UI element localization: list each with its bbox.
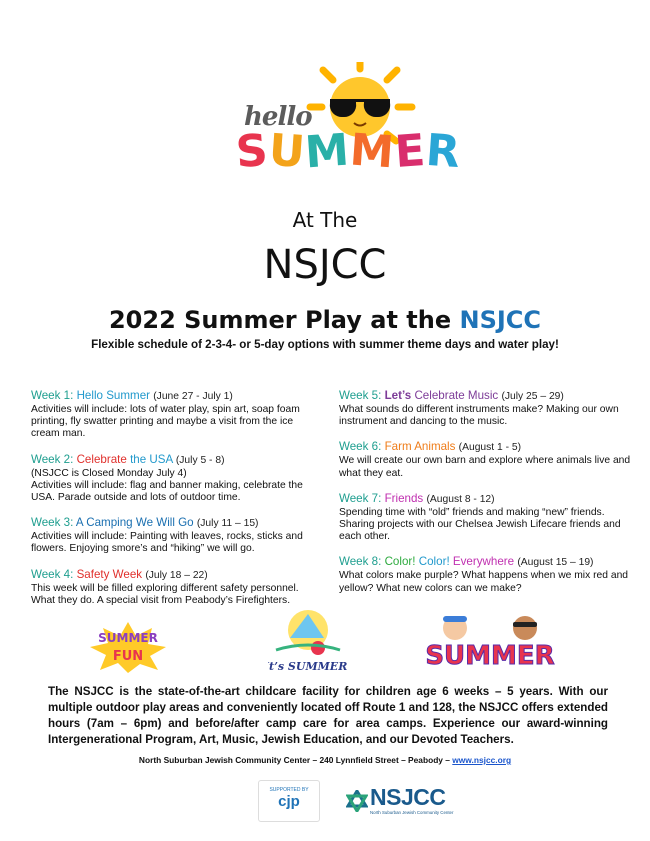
week-theme-2: Celebrate Music <box>414 389 499 402</box>
week-description: Spending time with “old” friends and making “new” friends. Sharing projects with our Chelsea Jewish Lifecare friends and each other. <box>339 506 621 543</box>
about-paragraph: The NSJCC is the state-of-the-art childcare facility for children age 6 weeks – 5 years. With our multiple outdoor play areas and conveniently located off Route 1 and 128, the NSJCC offers extended hours (7am – 6pm) and before/after camp care for area camps. Experience our award-winning Intergenerational Program, Art, Music, Jewish Education, and our Devoted Teachers. <box>48 685 608 746</box>
week-description: What colors make purple? What happens when we mix red and yellow? What new colors can we make? <box>339 570 629 594</box>
week-2 <box>31 453 323 505</box>
week-3 <box>31 516 323 555</box>
graphics-row <box>0 608 650 678</box>
supported-by-text: SUPPORTED BY <box>269 787 309 793</box>
week-title <box>339 555 631 570</box>
org-title: NSJCC <box>263 242 387 288</box>
week-dates: (July 25 – 29) <box>501 391 564 402</box>
week-label: Week 3: <box>31 516 74 530</box>
week-dates: (July 18 – 22) <box>145 569 208 581</box>
weeks-column-left <box>31 389 323 619</box>
nsjcc-logo-text: NSJCC <box>370 784 446 810</box>
cjp-logo <box>258 780 320 822</box>
summer-letter: R <box>424 124 463 179</box>
svg-text:SUMMER: SUMMER <box>425 641 555 671</box>
weeks-column-right <box>339 389 631 607</box>
week-label: Week 7: <box>339 491 382 505</box>
week-theme-3: Everywhere <box>452 555 515 569</box>
at-the-text: At The <box>292 208 358 232</box>
week-description: We will create our own barn and explore where animals live and what they eat. <box>339 455 631 479</box>
week-7 <box>339 492 631 544</box>
week-theme: Farm Animals <box>384 440 456 454</box>
week-theme: Let’s <box>384 389 412 402</box>
week-label: Week 1: <box>31 389 74 402</box>
week-description: This week will be filled exploring different safety personnel. What they do. A special visit from Peabody’s Firefighters. <box>31 582 299 606</box>
star-of-david-icon <box>346 790 368 812</box>
hello-summer-logo <box>234 62 463 192</box>
summer-letter: S <box>234 124 271 179</box>
week-theme-2: Color! <box>418 555 450 569</box>
week-theme: Friends <box>384 491 424 505</box>
week-description: Activities will include: flag and banner making, celebrate the USA. Parade outside and lots of outdoor time. <box>31 479 303 504</box>
week-4 <box>31 568 323 607</box>
main-heading-accent: NSJCC <box>459 306 542 334</box>
week-title <box>31 389 323 404</box>
website-link[interactable]: www.nsjcc.org <box>452 755 512 765</box>
hello-text: hello <box>244 102 312 132</box>
summer-fun-text: SUMMER <box>98 631 158 645</box>
week-1 <box>31 389 323 441</box>
week-title <box>339 389 631 404</box>
week-label: Week 6: <box>339 440 382 454</box>
summer-wordmark <box>236 126 461 177</box>
summer-kids-graphic <box>425 612 555 672</box>
week-title <box>31 568 323 583</box>
footer-address <box>0 755 650 765</box>
subheading: Flexible schedule of 2-3-4- or 5-day options with summer theme days and water play! <box>91 338 559 351</box>
nsjcc-logo <box>346 786 466 822</box>
week-title <box>339 492 631 507</box>
address-text: North Suburban Jewish Community Center – 240 Lynnfield Street – Peabody – <box>138 755 450 765</box>
week-title <box>31 516 323 531</box>
its-summer-text: It’s SUMMER! <box>268 660 348 673</box>
main-heading <box>0 306 650 334</box>
week-label: Week 5: <box>339 389 382 402</box>
week-dates: (August 8 - 12) <box>426 493 495 505</box>
week-description: What sounds do different instruments make? Making our own instrument and dancing to the music. <box>339 404 619 428</box>
week-theme: Celebrate <box>76 452 127 466</box>
summer-letter: E <box>393 124 428 179</box>
week-label: Week 4: <box>31 567 74 581</box>
its-summer-graphic <box>268 608 348 678</box>
week-description: Activities will include: lots of water play, spin art, soap foam printing, fly swatter printing and maybe a visit from the ice cream man. <box>31 404 300 440</box>
cjp-text: cjp <box>278 793 300 810</box>
nsjcc-logo-subtitle: North Suburban Jewish Community Center <box>370 810 454 815</box>
week-6 <box>339 440 631 479</box>
week-theme-2: the USA <box>130 452 173 466</box>
week-8 <box>339 555 631 594</box>
week-label: Week 8: <box>339 555 382 569</box>
week-theme: Safety Week <box>76 567 143 581</box>
week-dates: (July 5 - 8) <box>175 454 225 466</box>
week-dates: (June 27 - July 1) <box>153 391 233 402</box>
week-description: Activities will include: Painting with leaves, rocks, sticks and flowers. Enjoying smore’s and “hiking” we will go. <box>31 531 303 555</box>
week-theme: Color! <box>384 555 416 569</box>
summer-letter: U <box>266 124 308 179</box>
summer-letter: M <box>303 124 352 179</box>
week-note: (NSJCC is Closed Monday July 4) <box>31 467 187 479</box>
week-theme: A Camping We Will Go <box>75 516 194 530</box>
week-dates: (August 15 – 19) <box>517 557 594 569</box>
week-5 <box>339 389 631 428</box>
week-label: Week 2: <box>31 452 74 466</box>
week-title <box>31 453 323 468</box>
week-dates: (July 11 – 15) <box>196 518 259 530</box>
week-theme: Hello Summer <box>76 389 151 402</box>
main-heading-text: 2022 Summer Play at the <box>108 306 452 334</box>
summer-letter: M <box>348 124 397 179</box>
svg-text:FUN: FUN <box>112 649 144 664</box>
week-dates: (August 1 - 5) <box>458 442 522 454</box>
week-title <box>339 440 631 455</box>
summer-fun-graphic <box>88 620 168 674</box>
